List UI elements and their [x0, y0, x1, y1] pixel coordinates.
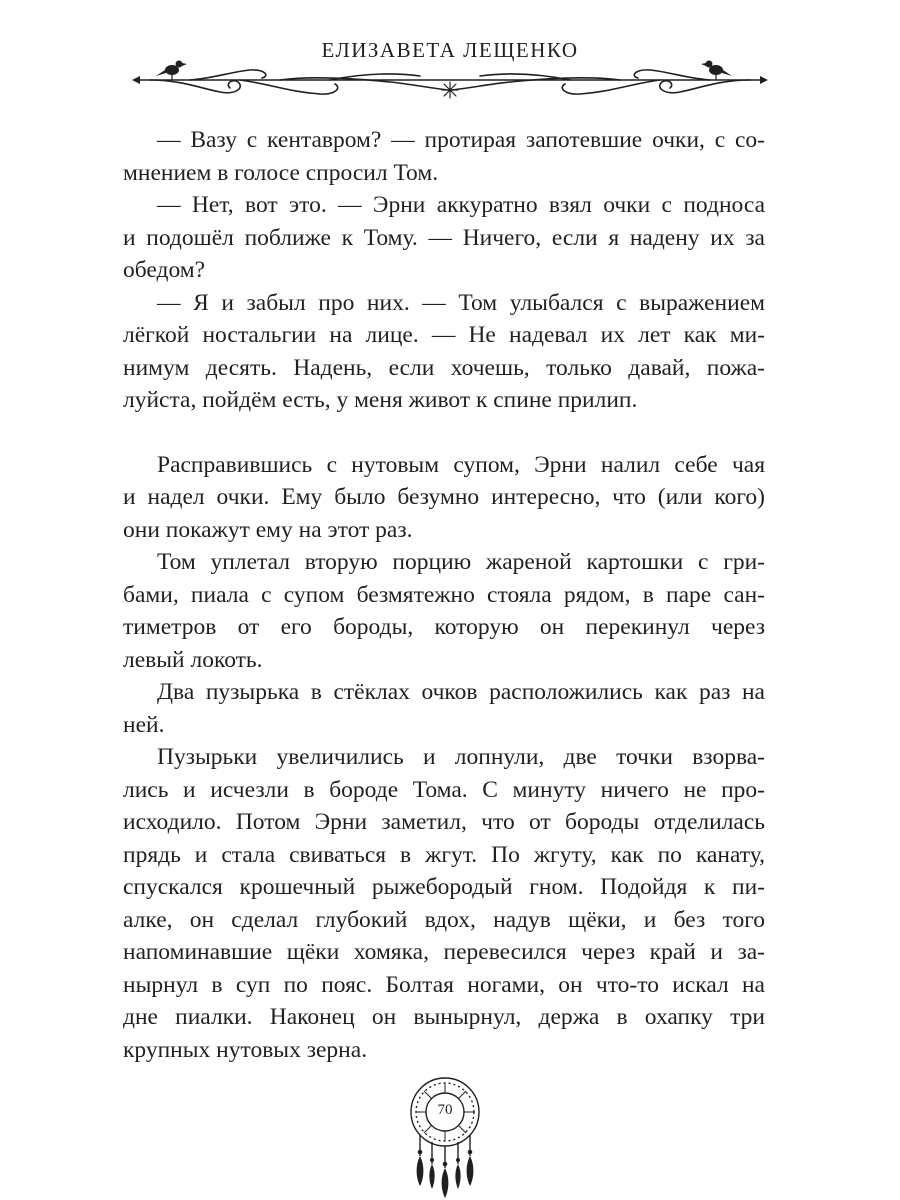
text-line: и надел очки. Ему было безумно интересно, что (или кого) [123, 484, 765, 510]
text-line: левый локоть. [123, 646, 263, 673]
text-line: исходило. Потом Эрни заметил, что от бороды отделилась [123, 809, 765, 835]
dreamcatcher-icon [390, 1072, 500, 1200]
text-line: нырнул в суп по пояс. Болтая ногами, он что-то искал на [123, 971, 765, 998]
text-line: ней. [123, 711, 165, 738]
running-header [0, 0, 900, 110]
text-line: Пузырьки увеличились и лопнули, две точки взорва- [157, 744, 765, 770]
text-line: бами, пиала с супом безмятежно стояла рядом, в паре сан- [123, 581, 765, 608]
page-footer [390, 1072, 500, 1200]
text-line: обедом? [123, 257, 206, 283]
text-line: тиметров от его бороды, которую он перекинул через [123, 614, 765, 640]
text-line: и подошёл поближе к Тому. — Ничего, если я надену их за [123, 224, 765, 251]
text-line: спускался крошечный рыжебородый гном. Подойдя к пи- [123, 874, 765, 900]
text-line: луйста, пойдём есть, у меня живот к спине прилип. [123, 387, 638, 413]
text-line: Том уплетал вторую порцию жареной картошки с гри- [157, 549, 765, 575]
header-flourish-icon [130, 48, 770, 108]
page-number: 70 [437, 1102, 453, 1118]
text-line: нимум десять. Надень, если хочешь, только давай, пожа- [123, 354, 765, 381]
section-break [123, 417, 765, 449]
text-line: алке, он сделал глубокий вдох, надув щёки, и без того [123, 906, 765, 933]
text-line: напоминавшие щёки хомяка, перевесился через край и за- [123, 939, 765, 965]
text-line: Два пузырька в стёклах очков расположились как раз на [157, 679, 765, 705]
text-line: Расправившись с нутовым супом, Эрни налил себе чая [157, 451, 765, 478]
text-line: прядь и стала свиваться в жгут. По жгуту, как по канату, [123, 841, 765, 868]
text-line: дне пиалки. Наконец он вынырнул, держа в охапку три [123, 1004, 765, 1030]
text-line: мнением в голосе спросил Том. [123, 159, 439, 186]
author-name: ЕЛИЗАВЕТА ЛЕЩЕНКО [321, 38, 579, 62]
text-line: крупных нутовых зерна. [123, 1036, 368, 1063]
text-line: лись и исчезли в бороде Тома. С минуту ничего не про- [123, 776, 765, 803]
text-line: — Я и забыл про них. — Том улыбался с выражением [157, 289, 765, 316]
text-line: лёгкой ностальгии на лице. — Не надевал их лет как ми- [123, 322, 765, 348]
text-line: — Вазу с кентавром? — протирая запотевшие очки, с со- [157, 127, 765, 153]
text-line: они покажут ему на этот раз. [123, 516, 413, 543]
text-line: — Нет, вот это. — Эрни аккуратно взял очки с подноса [157, 192, 765, 218]
body-text [123, 124, 765, 1066]
